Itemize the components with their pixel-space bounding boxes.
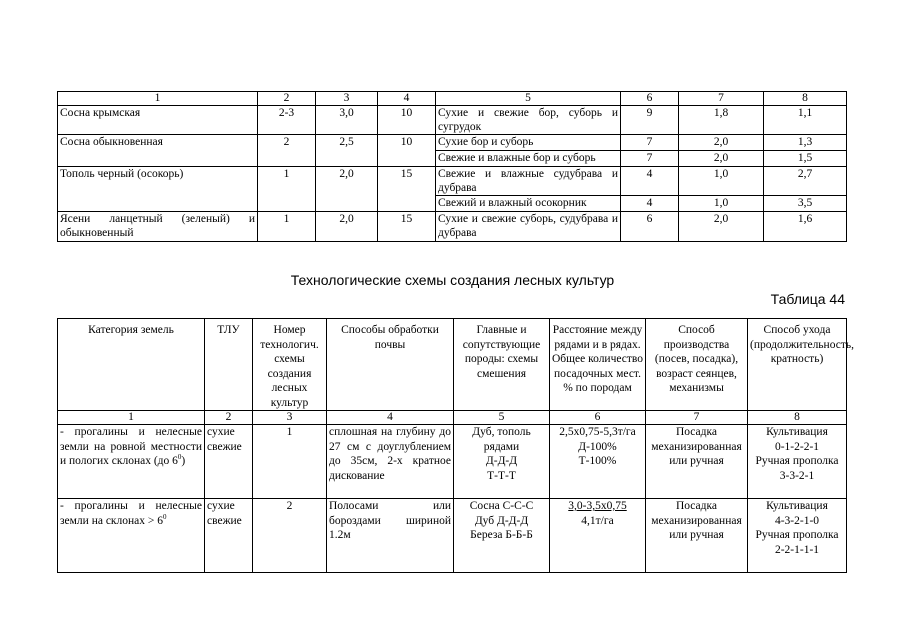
cell-line: 3,0-3,5х0,75 bbox=[568, 500, 627, 512]
cell-line: 2-2-1-1-1 bbox=[774, 543, 820, 556]
header-cell: ТЛУ bbox=[205, 319, 253, 411]
table-cell: 10 bbox=[378, 135, 436, 167]
species-table bbox=[57, 91, 847, 242]
table-cell: 4 bbox=[621, 167, 679, 196]
header-cell: 2 bbox=[258, 92, 316, 106]
table-cell: 1 bbox=[258, 167, 316, 212]
table-cell: 1,8 bbox=[679, 106, 764, 135]
number-cell: 7 bbox=[646, 411, 748, 425]
cell-line: 2,5х0,75-5,3т/га bbox=[559, 426, 636, 438]
header-cell: Способы обработки почвы bbox=[327, 319, 454, 411]
number-cell: 3 bbox=[253, 411, 327, 425]
number-cell: 1 bbox=[58, 411, 205, 425]
header-cell: Расстояние между рядами и в рядах. Общее количество посадочных мест. % по породам bbox=[550, 319, 646, 411]
table-cell: 10 bbox=[378, 106, 436, 135]
table-cell: Свежие и влажные судубрава и дубрава bbox=[436, 167, 621, 196]
table-cell: 2-3 bbox=[258, 106, 316, 135]
table-cell: 1 bbox=[258, 212, 316, 242]
table-cell: 15 bbox=[378, 167, 436, 212]
table-cell: 2 bbox=[258, 135, 316, 167]
header-cell: 6 bbox=[621, 92, 679, 106]
table-cell: 2,0 bbox=[679, 135, 764, 151]
cell-line: 3-3-2-1 bbox=[779, 469, 815, 482]
table-header-row bbox=[58, 92, 847, 106]
soil-cell: сплошная на глубину до 27 см с доуглублением до 35см, 2-х кратное дискование bbox=[327, 425, 454, 499]
table-cell: 2,0 bbox=[679, 212, 764, 242]
table-cell: 3,5 bbox=[764, 196, 847, 212]
degree-sup: 0 bbox=[163, 512, 167, 521]
category-text: - прогалины и нелесные земли на склонах > 6 bbox=[60, 500, 202, 527]
header-cell: Номер технологич. схемы создания лесных культур bbox=[253, 319, 327, 411]
header-cell: 4 bbox=[378, 92, 436, 106]
care-cell bbox=[748, 425, 847, 499]
header-cell: Способ производства (посев, посадка), возраст сеянцев, механизмы bbox=[646, 319, 748, 411]
distance-cell bbox=[550, 499, 646, 573]
table-row bbox=[58, 425, 847, 499]
header-cell: 3 bbox=[316, 92, 378, 106]
cell-line: Дуб, тополь bbox=[472, 426, 531, 438]
table-cell: 2,7 bbox=[764, 167, 847, 196]
table-cell: 1,0 bbox=[679, 196, 764, 212]
header-cell: Категория земель bbox=[58, 319, 205, 411]
cell-line: Т-Т-Т bbox=[487, 469, 516, 482]
cell-line: 0-1-2-2-1 bbox=[774, 440, 820, 453]
table-cell: 1,6 bbox=[764, 212, 847, 242]
degree-sup: 0 bbox=[177, 453, 182, 462]
cell-line: Береза Б-Б-Б bbox=[470, 529, 533, 541]
table-cell: 4 bbox=[621, 196, 679, 212]
species-cell: Тополь черный (осокорь) bbox=[58, 167, 258, 212]
table-cell: 2,0 bbox=[316, 167, 378, 212]
cell-line: Культивация bbox=[766, 426, 828, 438]
number-cell: 8 bbox=[748, 411, 847, 425]
cell-line: 4-3-2-1-0 bbox=[774, 514, 820, 527]
table-row bbox=[58, 135, 847, 151]
tlu-cell: сухие свежие bbox=[205, 499, 253, 573]
number-cell: 4 bbox=[327, 411, 454, 425]
table-cell: Свежий и влажный осокорник bbox=[436, 196, 621, 212]
table-cell: Сухие бор и суборь bbox=[436, 135, 621, 151]
species-cell bbox=[454, 499, 550, 573]
species-cell bbox=[454, 425, 550, 499]
cell-line: Т-100% bbox=[578, 455, 617, 467]
section-title: Технологические схемы создания лесных культур bbox=[290, 272, 615, 288]
technology-schemes-table bbox=[57, 318, 854, 573]
cell-line: Дуб Д-Д-Д bbox=[474, 514, 529, 527]
cell-line: Ручная прополка bbox=[755, 529, 839, 541]
table-cell: 1,5 bbox=[764, 151, 847, 167]
table-header-row bbox=[58, 319, 847, 411]
table-cell: 1,1 bbox=[764, 106, 847, 135]
table-cell: Сухие и свежие суборь, судубрава и дубрава bbox=[436, 212, 621, 242]
category-text: - прогалины и нелесные земли на ровной местности и пологих склонах (до 6 bbox=[60, 426, 202, 467]
species-cell: Ясени ланцетный (зеленый) и обыкновенный bbox=[58, 212, 258, 242]
method-cell: Посадка механизированная или ручная bbox=[646, 499, 748, 573]
species-cell: Сосна крымская bbox=[58, 106, 258, 135]
table-cell: 7 bbox=[621, 151, 679, 167]
table-row bbox=[58, 167, 847, 196]
header-cell: 8 bbox=[764, 92, 847, 106]
distance-cell bbox=[550, 425, 646, 499]
table-number: Таблица 44 bbox=[770, 291, 845, 307]
table-cell: 2,5 bbox=[316, 135, 378, 167]
scheme-cell: 1 bbox=[253, 425, 327, 499]
land-category-cell bbox=[58, 499, 205, 573]
header-cell: 7 bbox=[679, 92, 764, 106]
tlu-cell: сухие свежие bbox=[205, 425, 253, 499]
table-row bbox=[58, 212, 847, 242]
cell-line: Д-100% bbox=[578, 440, 617, 453]
cell-line: Ручная прополка bbox=[755, 455, 839, 467]
table-cell: 3,0 bbox=[316, 106, 378, 135]
care-cell bbox=[748, 499, 847, 573]
table-cell: 9 bbox=[621, 106, 679, 135]
table-number-row bbox=[58, 411, 847, 425]
header-cell: Способ ухода (продолжительность, кратность) bbox=[748, 319, 847, 411]
header-cell: 5 bbox=[436, 92, 621, 106]
table-cell: 1,3 bbox=[764, 135, 847, 151]
table-cell: 7 bbox=[621, 135, 679, 151]
table-cell: 2,0 bbox=[679, 151, 764, 167]
table-cell: 6 bbox=[621, 212, 679, 242]
soil-cell: Полосами или бороздами шириной 1.2м bbox=[327, 499, 454, 573]
table-cell: 2,0 bbox=[316, 212, 378, 242]
cell-line: рядами bbox=[483, 440, 520, 453]
table-row bbox=[58, 499, 847, 573]
cell-line: 4,1т/га bbox=[581, 514, 614, 527]
number-cell: 5 bbox=[454, 411, 550, 425]
table-cell: 1,0 bbox=[679, 167, 764, 196]
table-cell: Свежие и влажные бор и суборь bbox=[436, 151, 621, 167]
table-cell: 15 bbox=[378, 212, 436, 242]
number-cell: 2 bbox=[205, 411, 253, 425]
method-cell: Посадка механизированная или ручная bbox=[646, 425, 748, 499]
cell-line: Сосна С-С-С bbox=[469, 500, 534, 512]
header-cell: Главные и сопутствующие породы: схемы смешения bbox=[454, 319, 550, 411]
species-cell: Сосна обыкновенная bbox=[58, 135, 258, 167]
table-row bbox=[58, 106, 847, 135]
number-cell: 6 bbox=[550, 411, 646, 425]
scheme-cell: 2 bbox=[253, 499, 327, 573]
land-category-cell bbox=[58, 425, 205, 499]
table-cell: Сухие и свежие бор, суборь и сугрудок bbox=[436, 106, 621, 135]
cell-line: Культивация bbox=[766, 500, 828, 512]
header-cell: 1 bbox=[58, 92, 258, 106]
category-end: ) bbox=[181, 455, 186, 467]
cell-line: Д-Д-Д bbox=[485, 455, 518, 467]
